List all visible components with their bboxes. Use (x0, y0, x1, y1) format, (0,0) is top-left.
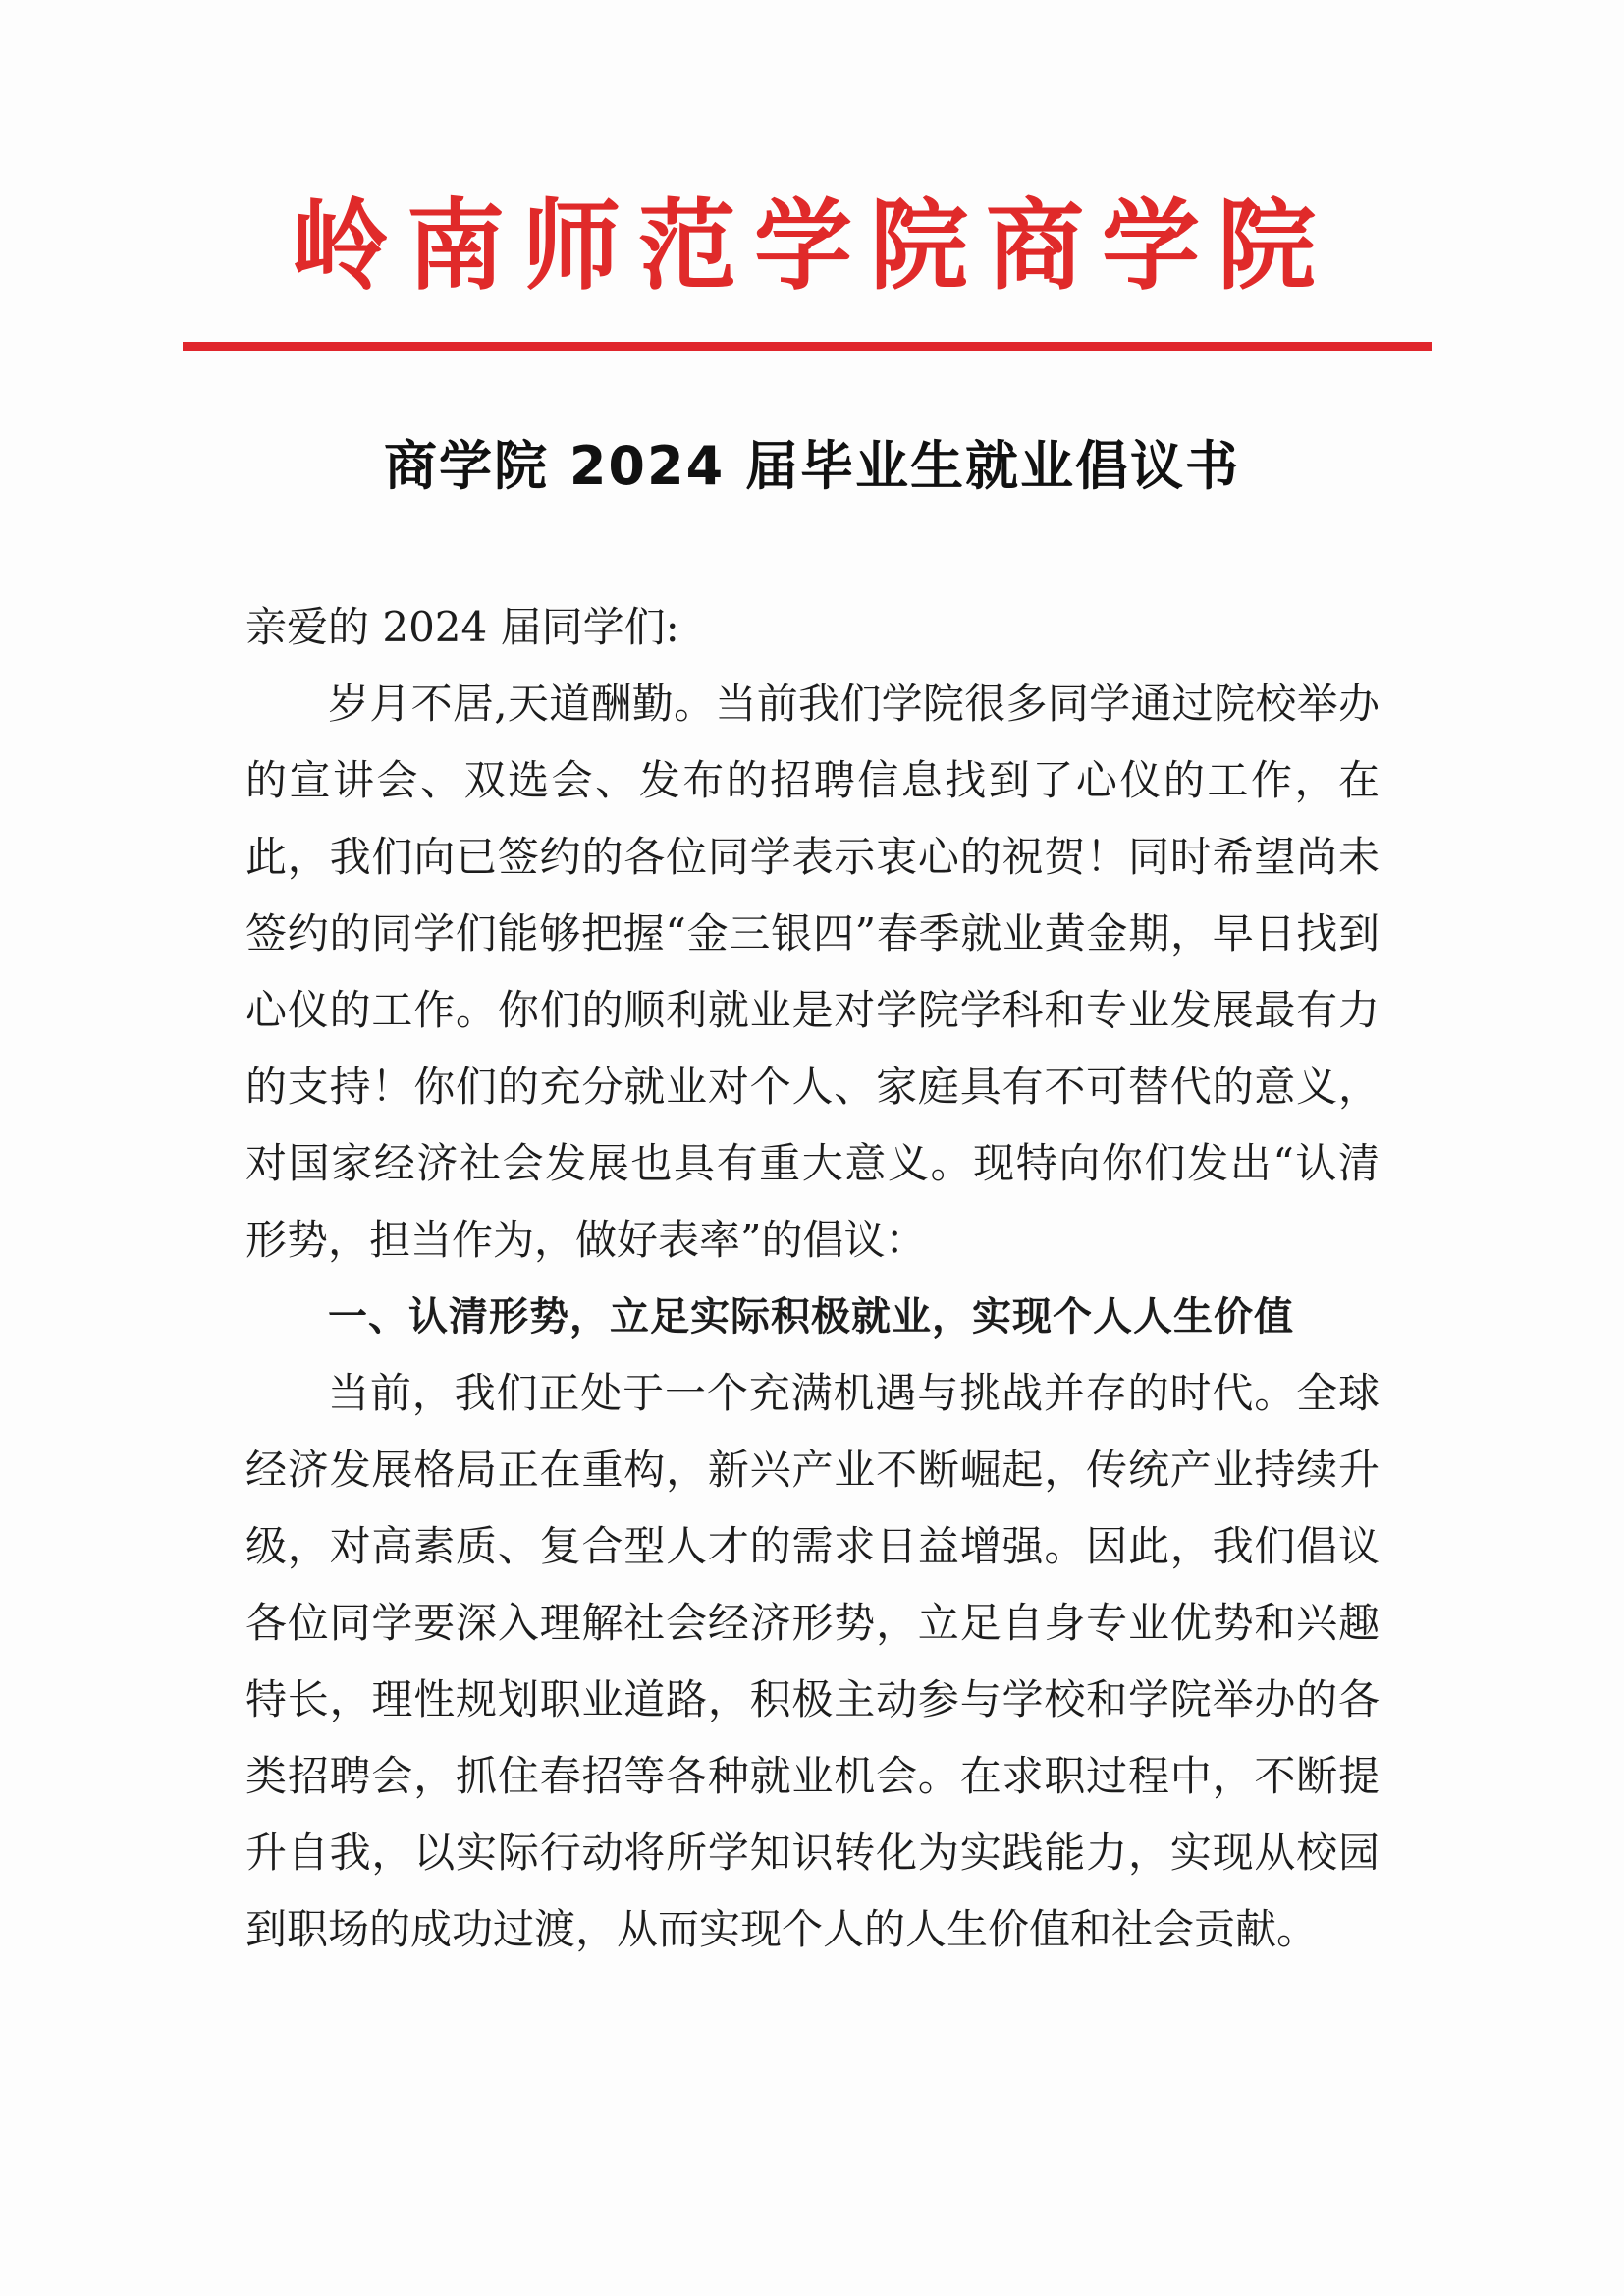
letterhead-red-rule (183, 342, 1432, 351)
intro-paragraph: 岁月不居,天道酬勤。当前我们学院很多同学通过院校举办的宣讲会、双选会、发布的招聘信息找到了心仪的工作，在此，我们向已签约的各位同学表示衷心的祝贺！同时希望尚未签约的同学们能够把握“金三银四”春季就业黄金期，早日找到心仪的工作。你们的顺利就业是对学院学科和专业发展最有力的支持！你们的充分就业对个人、家庭具有不可替代的意义，对国家经济社会发展也具有重大意义。现特向你们发出“认清形势，担当作为，做好表率”的倡议： (245, 680, 1380, 1264)
document-body (245, 589, 1380, 1968)
document-title: 商学院 2024 届毕业生就业倡议书 (384, 435, 1240, 497)
salutation: 亲爱的 2024 届同学们: (245, 603, 679, 651)
section-1-paragraph: 当前，我们正处于一个充满机遇与挑战并存的时代。全球经济发展格局正在重构，新兴产业不断崛起，传统产业持续升级，对高素质、复合型人才的需求日益增强。因此，我们倡议各位同学要深入理解社会经济形势，立足自身专业优势和兴趣特长，理性规划职业道路，积极主动参与学校和学院举办的各类招聘会，抓住春招等各种就业机会。在求职过程中，不断提升自我，以实际行动将所学知识转化为实践能力，实现从校园到职场的成功过渡，从而实现个人的人生价值和社会贡献。 (245, 1369, 1380, 1953)
letterhead-title: 岭南师范学院商学院 (291, 188, 1333, 303)
section-1-heading: 一、认清形势，立足实际积极就业，实现个人人生价值 (328, 1294, 1294, 1339)
